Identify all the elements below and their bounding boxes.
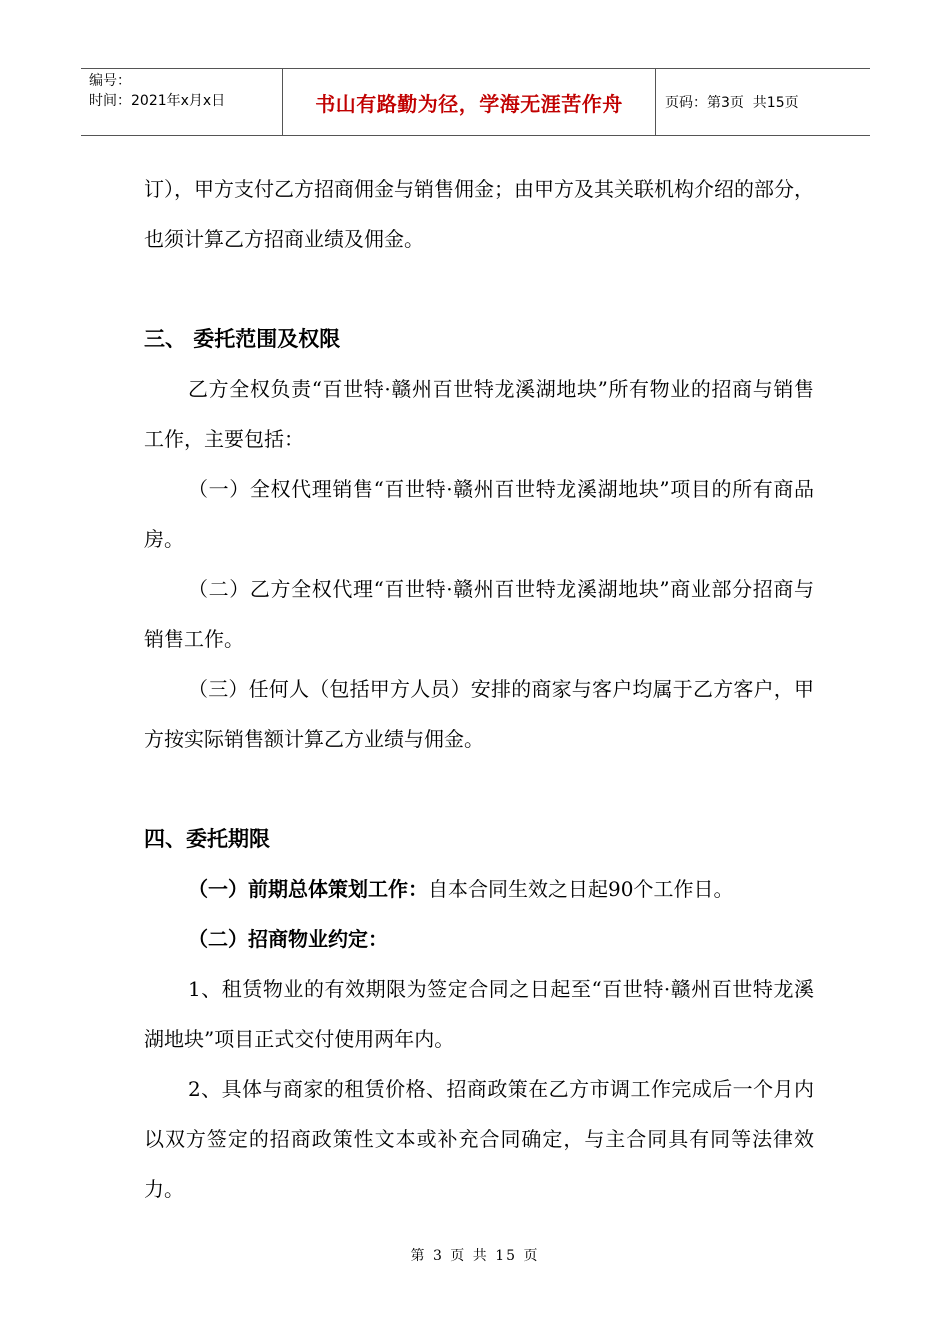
section-3-heading: 三、 委托范围及权限 [144,327,341,351]
time-label: 时间：2021年x月x日 [89,93,226,109]
section-4-heading: 四、委托期限 [144,827,270,851]
header-meta [81,69,282,135]
paragraph: （三）任何人（包括甲方人员）安排的商家与客户均属于乙方客户，甲方按实际销售额计算乙方业绩与佣金。 [144,677,814,751]
page-header [81,68,870,136]
paragraph-continued: 订），甲方支付乙方招商佣金与销售佣金；由甲方及其关联机构介绍的部分，也须计算乙方招商业绩及佣金。 [144,177,814,251]
clause-text: 自本合同生效之日起90个工作日。 [428,877,734,901]
header-page-info [656,69,870,135]
header-motto: 书山有路勤为径，学海无涯苦作舟 [282,69,656,135]
number-label: 编号： [89,73,131,89]
clause-label: （一）前期总体策划工作： [188,877,428,901]
page-footer [0,1245,950,1265]
footer-page-number: 第 3 页 共 15 页 [410,1248,540,1264]
paragraph: （二）乙方全权代理“百世特·赣州百世特龙溪湖地块”商业部分招商与销售工作。 [144,577,814,651]
page-info-text: 页码：第3页 共15页 [665,95,799,111]
paragraph: 1、租赁物业的有效期限为签定合同之日起至“百世特·赣州百世特龙溪湖地块”项目正式交付使用两年内。 [144,977,814,1051]
paragraph: 乙方全权负责“百世特·赣州百世特龙溪湖地块”所有物业的招商与销售工作，主要包括： [144,377,814,451]
document-body [144,164,814,1214]
clause-heading: （二）招商物业约定： [188,927,388,951]
paragraph [144,864,814,914]
paragraph: 2、具体与商家的租赁价格、招商政策在乙方市调工作完成后一个月内以双方签定的招商政策性文本或补充合同确定，与主合同具有同等法律效力。 [144,1077,814,1201]
paragraph: （一）全权代理销售“百世特·赣州百世特龙溪湖地块”项目的所有商品房。 [144,477,814,551]
